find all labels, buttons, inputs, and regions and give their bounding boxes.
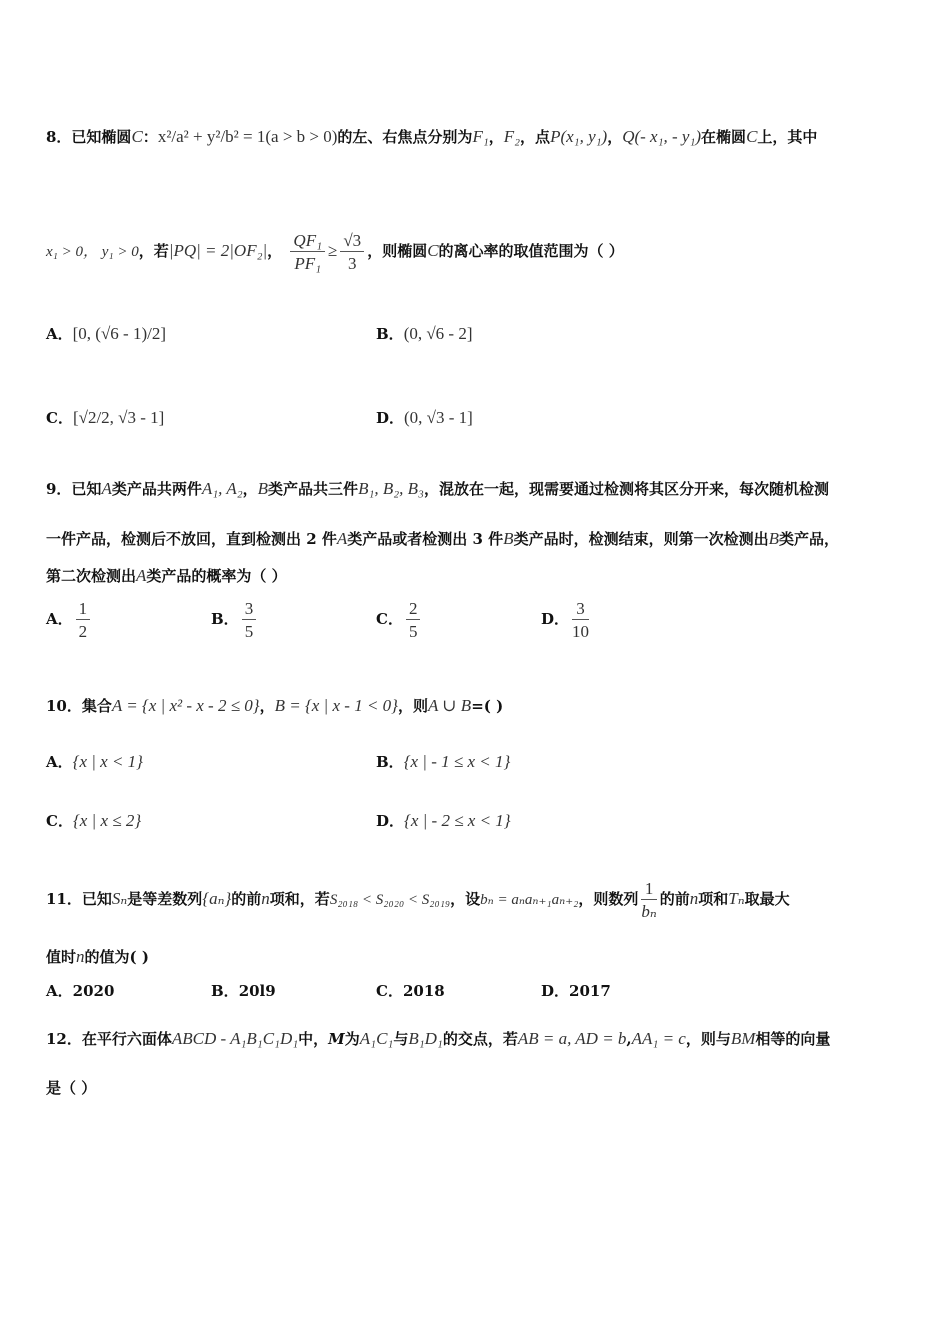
class-b: B xyxy=(503,529,514,548)
q9-option-c[interactable] xyxy=(376,600,423,640)
q8-ratio-fraction xyxy=(290,232,325,272)
option-label: C． xyxy=(46,812,73,830)
q12-comma: , xyxy=(626,1030,632,1048)
q12-line2 xyxy=(46,1081,96,1096)
q11-condition: S₂₀₁₈ < S₂₀₂₀ < S₂₀₁₉ xyxy=(329,892,451,908)
q8-comma-3: ， xyxy=(267,242,283,260)
option-value: 20l9 xyxy=(238,982,276,1000)
q8-on-ellipse: 在椭圆 xyxy=(701,128,747,146)
option-value: {x | x ≤ 2} xyxy=(72,811,142,830)
ellipse-name-3: C xyxy=(427,241,439,260)
q8-comma-2: ， xyxy=(607,128,623,146)
q8-ask: 的离心率的取值范围为（ ） xyxy=(438,242,624,260)
set-a: A = {x | x² - x - 2 ≤ 0} xyxy=(111,696,260,715)
option-label: C． xyxy=(376,982,403,1000)
fraction-numerator: 3 xyxy=(572,600,589,620)
q11-first: 的前 xyxy=(231,890,262,908)
q11-option-d[interactable] xyxy=(541,984,611,999)
q8-option-a[interactable] xyxy=(46,325,166,342)
var-n: n xyxy=(76,947,85,966)
fraction-numerator: 1 xyxy=(641,880,656,900)
q11-stem-start: 11．已知 xyxy=(46,890,112,908)
option-label: C． xyxy=(46,409,73,427)
union-expression: A ∪ B xyxy=(427,696,472,715)
q11-option-c[interactable] xyxy=(376,984,445,999)
q10-stem-start: 10．集合 xyxy=(46,697,112,715)
option-value: 2017 xyxy=(569,982,611,1000)
option-label: C． xyxy=(376,610,403,628)
ellipse-equation: x²/a² + y²/b² = 1(a > b > 0) xyxy=(157,127,338,146)
option-fraction xyxy=(76,600,91,640)
q8-stem-start: 8．已知椭圆 xyxy=(46,128,132,146)
q11-option-b[interactable] xyxy=(211,984,276,999)
q8-ratio-denominator: PF₁ xyxy=(294,254,322,273)
q11-let: ，设 xyxy=(450,890,481,908)
q8-colon: ： xyxy=(142,128,158,146)
q10-option-b[interactable] xyxy=(376,753,510,770)
class-a: A xyxy=(336,529,348,548)
q10-option-c[interactable] xyxy=(46,812,141,829)
q12-and: 与 xyxy=(393,1030,409,1048)
q10-option-d[interactable] xyxy=(376,812,511,829)
q11-when: 值时 xyxy=(46,948,77,966)
fraction-denominator: 10 xyxy=(572,622,590,641)
q8-option-d[interactable] xyxy=(376,409,473,426)
q9-line2 xyxy=(46,530,839,547)
option-value: (0, √6 - 2] xyxy=(403,324,473,343)
fraction-numerator: 2 xyxy=(406,600,421,620)
q8-root-numerator: √3 xyxy=(340,232,364,252)
fraction-denominator: 2 xyxy=(78,622,88,641)
option-label: A． xyxy=(46,753,73,771)
sum-sn: Sₙ xyxy=(111,889,128,908)
fraction-denominator: 5 xyxy=(408,622,418,641)
q11-sum-text: 项和 xyxy=(698,890,729,908)
option-fraction xyxy=(572,600,589,640)
q8-root-denominator: 3 xyxy=(348,254,357,273)
q9-b-count: 类产品共三件 xyxy=(268,480,359,498)
vector-aa1: AA₁ = c xyxy=(631,1029,686,1048)
set-b: B = {x | x - 1 < 0} xyxy=(274,696,398,715)
sequence-bn: bₙ = aₙaₙ₊₁aₙ₊₂ xyxy=(480,892,579,908)
option-label: D． xyxy=(541,610,570,628)
q12-intersect: 的交点，若 xyxy=(442,1030,518,1048)
var-n: n xyxy=(261,889,270,908)
q12-then: ，则与 xyxy=(685,1030,731,1048)
q10-comma: ， xyxy=(259,697,275,715)
q9-line3 xyxy=(46,567,287,584)
q12-equal-vector: 相等的向量 xyxy=(755,1030,831,1048)
q11-ask: 的值为( ) xyxy=(84,948,149,966)
option-label: B． xyxy=(211,982,239,1000)
q11-sum-if: 项和，若 xyxy=(269,890,330,908)
point-p: P(x₁, y₁) xyxy=(550,127,608,146)
q9-option-d[interactable] xyxy=(541,600,592,640)
q12-line1 xyxy=(46,1030,830,1047)
option-value: 2018 xyxy=(402,982,445,1000)
option-fraction xyxy=(242,600,257,640)
class-b: B xyxy=(257,479,269,498)
q8-option-b[interactable] xyxy=(376,325,473,342)
q11-then-seq: ，则数列 xyxy=(578,890,639,908)
q9-line3-start: 第二次检测出 xyxy=(46,567,137,585)
q10-then: ，则 xyxy=(397,697,428,715)
q8-ratio-numerator: QF₁ xyxy=(290,232,325,252)
point-m: M xyxy=(328,1030,345,1048)
option-fraction xyxy=(406,600,421,640)
q8-if: ，若 xyxy=(138,242,169,260)
point-q: Q(- x₁, - y₁) xyxy=(622,127,702,146)
q9-line2-mid2: 类产品时，检测结束，则第一次检测出 xyxy=(513,530,769,548)
q9-option-b[interactable] xyxy=(211,600,259,640)
q11-line1 xyxy=(46,880,790,920)
q8-line1 xyxy=(46,128,817,145)
segment-b1d1: B₁D₁ xyxy=(408,1029,443,1048)
class-b-items: B₁, B₂, B₃ xyxy=(358,479,424,498)
q8-ge-sign: ≥ xyxy=(328,241,338,260)
q8-line2 xyxy=(46,232,624,272)
q8-where: 上，其中 xyxy=(757,128,818,146)
q10-option-a[interactable] xyxy=(46,753,143,770)
option-label: A． xyxy=(46,610,73,628)
option-value: [√2/2, √3 - 1] xyxy=(72,408,165,427)
option-value: {x | - 2 ≤ x < 1} xyxy=(404,811,511,830)
option-label: A． xyxy=(46,982,73,1000)
q11-arith-text: 是等差数列 xyxy=(127,890,203,908)
vector-defs: AB = a, AD = b xyxy=(517,1029,627,1048)
q12-stem-start: 12．在平行六面体 xyxy=(46,1030,172,1048)
q8-conditions: x₁ > 0， y₁ > 0 xyxy=(46,244,139,260)
option-label: B． xyxy=(376,753,404,771)
q9-line2-end: 类产品， xyxy=(778,530,839,548)
option-value: (0, √3 - 1] xyxy=(404,408,473,427)
q12-is: 为 xyxy=(344,1030,360,1048)
q11-option-a[interactable] xyxy=(46,984,114,999)
class-a: A xyxy=(101,479,112,498)
ellipse-name: C xyxy=(131,127,143,146)
q8-root-fraction xyxy=(340,232,364,272)
option-value: 2020 xyxy=(72,982,115,1000)
class-a: A xyxy=(136,566,147,585)
q8-length-equation: |PQ| = 2|OF₂| xyxy=(168,241,268,260)
ellipse-name-2: C xyxy=(746,127,758,146)
fraction-denominator: 5 xyxy=(244,622,254,641)
class-a-items: A₁, A₂ xyxy=(201,479,243,498)
q12-in: 中， xyxy=(298,1030,329,1048)
option-label: D． xyxy=(376,812,405,830)
q9-stem-start: 9．已知 xyxy=(46,480,102,498)
sequence-an: {aₙ} xyxy=(202,889,232,908)
focus-f2: F₂ xyxy=(503,127,521,146)
q10-ask: =( ) xyxy=(471,697,504,715)
q9-ask: 类产品的概率为（ ） xyxy=(146,567,287,585)
vector-bm: BM xyxy=(730,1029,756,1048)
q11-line2 xyxy=(46,948,149,965)
q12-ask: 是（ ） xyxy=(46,1079,97,1097)
option-value: {x | - 1 ≤ x < 1} xyxy=(403,752,511,771)
option-label: A． xyxy=(46,325,73,343)
q9-stem-cont: ，混放在一起，现需要通过检测将其区分开来，每次随机检测 xyxy=(423,480,829,498)
q8-option-c[interactable] xyxy=(46,409,164,426)
q9-a-count: 类产品共两件 xyxy=(111,480,202,498)
fraction-denominator: bₙ xyxy=(641,902,657,921)
option-value: [0, (√6 - 1)/2] xyxy=(72,324,166,343)
q11-reciprocal xyxy=(641,880,656,920)
q9-line2-start: 一件产品，检测后不放回，直到检测出 2 件 xyxy=(46,530,337,548)
q9-comma: ， xyxy=(242,480,258,498)
option-label: B． xyxy=(376,325,404,343)
option-value: {x | x < 1} xyxy=(72,752,143,771)
option-label: D． xyxy=(376,409,405,427)
q8-comma: ， xyxy=(488,128,504,146)
fraction-numerator: 1 xyxy=(76,600,91,620)
segment-a1c1: A₁C₁ xyxy=(359,1029,394,1048)
sum-tn: Tₙ xyxy=(728,889,745,908)
class-b: B xyxy=(768,529,779,548)
q11-max: 取最大 xyxy=(744,890,790,908)
focus-f1: F₁ xyxy=(472,127,489,146)
q8-then: ，则椭圆 xyxy=(367,242,428,260)
option-label: D． xyxy=(541,982,570,1000)
q9-line2-mid: 类产品或者检测出 3 件 xyxy=(347,530,504,548)
q10-line xyxy=(46,697,503,714)
parallelepiped: ABCD - A₁B₁C₁D₁ xyxy=(171,1029,299,1048)
fraction-numerator: 3 xyxy=(242,600,257,620)
q8-foci-text: 的左、右焦点分别为 xyxy=(337,128,473,146)
q11-first-2: 的前 xyxy=(659,890,690,908)
q9-option-a[interactable] xyxy=(46,600,93,640)
var-n: n xyxy=(689,889,699,908)
q8-point-text: ，点 xyxy=(520,128,551,146)
option-label: B． xyxy=(211,610,239,628)
q9-line1 xyxy=(46,480,829,497)
